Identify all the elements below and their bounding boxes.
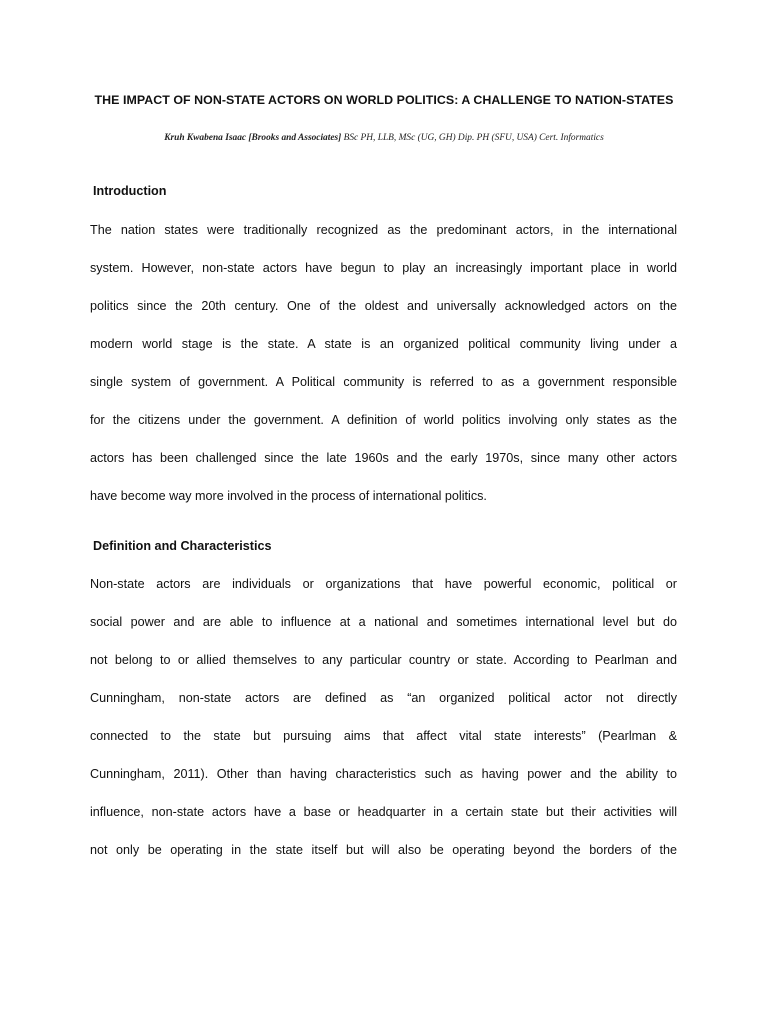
paragraph-line: influence, non-state actors have a base or headquarter in a certain state but their activities will bbox=[90, 805, 677, 819]
introduction-paragraph bbox=[90, 222, 677, 526]
paragraph-line: Cunningham, 2011). Other than having characteristics such as having power and the ability to bbox=[90, 767, 677, 781]
author-credentials: BSc PH, LLB, MSc (UG, GH) Dip. PH (SFU, USA) Cert. Informatics bbox=[341, 133, 604, 143]
paragraph-line: social power and are able to influence at a national and sometimes international level but do bbox=[90, 615, 677, 629]
paragraph-line: Non-state actors are individuals or organizations that have powerful economic, political or bbox=[90, 577, 677, 591]
paragraph-line: modern world stage is the state. A state is an organized political community living under a bbox=[90, 337, 677, 351]
definition-paragraph bbox=[90, 576, 677, 880]
paragraph-line: system. However, non-state actors have begun to play an increasingly important place in world bbox=[90, 261, 677, 275]
paragraph-line: have become way more involved in the process of international politics. bbox=[90, 489, 487, 503]
author-name: Kruh Kwabena Isaac [Brooks and Associates] bbox=[164, 133, 342, 143]
paragraph-line: not only be operating in the state itself but will also be operating beyond the borders of the bbox=[90, 843, 677, 857]
document-title: THE IMPACT OF NON-STATE ACTORS ON WORLD POLITICS: A CHALLENGE TO NATION-STATES bbox=[94, 93, 674, 107]
section-heading-introduction: Introduction bbox=[93, 184, 167, 198]
paragraph-line: not belong to or allied themselves to any particular country or state. According to Pearlman and bbox=[90, 653, 677, 667]
paragraph-line: single system of government. A Political community is referred to as a government responsible bbox=[90, 375, 677, 389]
paragraph-line: connected to the state but pursuing aims that affect vital state interests” (Pearlman & bbox=[90, 729, 677, 743]
author-byline bbox=[60, 133, 708, 143]
paragraph-line: actors has been challenged since the late 1960s and the early 1970s, since many other actors bbox=[90, 451, 677, 465]
paragraph-line: for the citizens under the government. A definition of world politics involving only states as the bbox=[90, 413, 677, 427]
paragraph-line: The nation states were traditionally recognized as the predominant actors, in the international bbox=[90, 223, 677, 237]
paragraph-line: politics since the 20th century. One of the oldest and universally acknowledged actors on the bbox=[90, 299, 677, 313]
paragraph-line: Cunningham, non-state actors are defined as “an organized political actor not directly bbox=[90, 691, 677, 705]
section-heading-definition: Definition and Characteristics bbox=[93, 539, 272, 553]
